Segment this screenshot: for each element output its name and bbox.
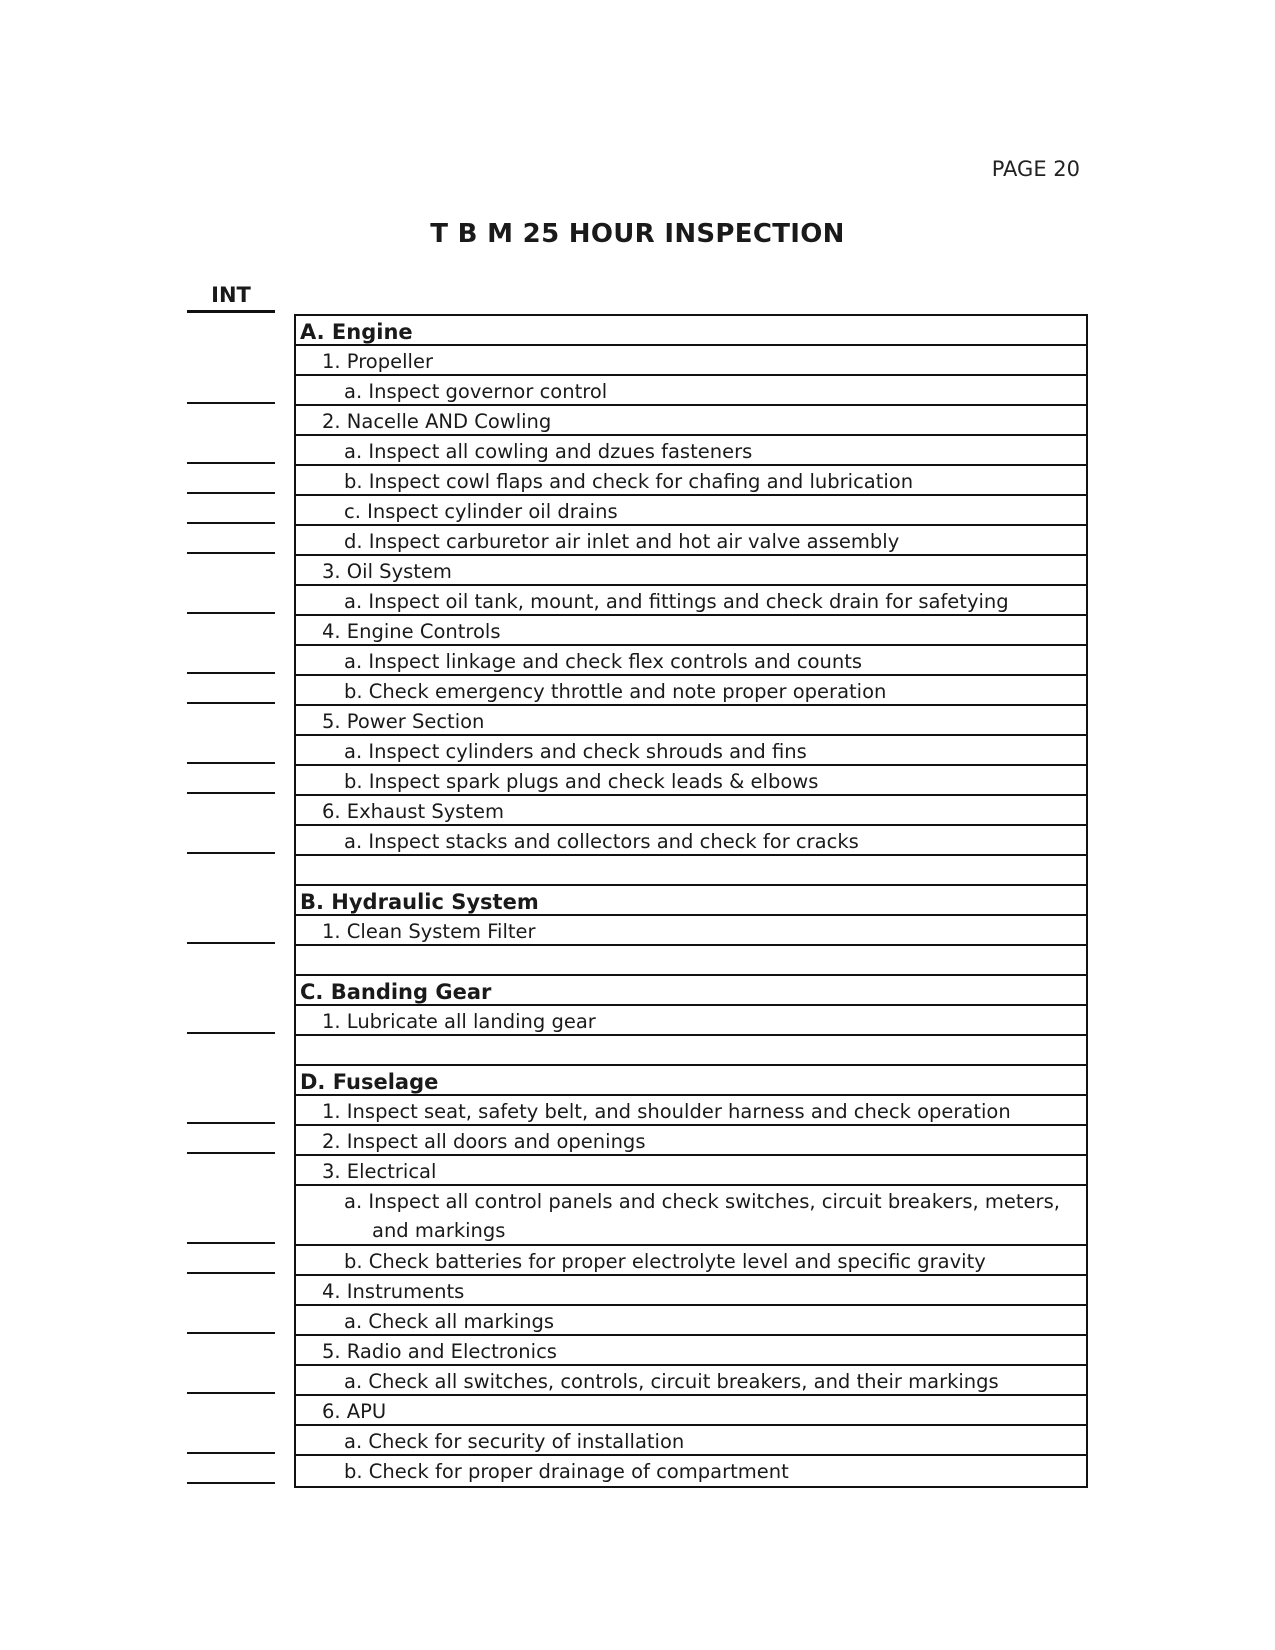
int-initial-line[interactable] — [187, 1032, 275, 1034]
int-initial-line[interactable] — [187, 1122, 275, 1124]
int-initial-line[interactable] — [187, 462, 275, 464]
int-initial-line[interactable] — [187, 1332, 275, 1334]
checklist-item-label: 6. Exhaust System — [322, 800, 505, 823]
checklist-item-row — [296, 676, 1086, 706]
checklist-item-label: 1. Clean System Filter — [322, 920, 536, 943]
int-initial-line[interactable] — [187, 942, 275, 944]
checklist-item-label: b. Check for proper drainage of compartment — [344, 1460, 789, 1483]
int-initial-line[interactable] — [187, 612, 275, 614]
checklist-item-label: a. Check all markings — [344, 1310, 555, 1333]
checklist-item-row — [296, 1126, 1086, 1156]
section-heading-row — [296, 1066, 1086, 1096]
checklist-item-label: 1. Inspect seat, safety belt, and shoulder harness and check operation — [322, 1100, 1011, 1123]
checklist-item-label: 4. Instruments — [322, 1280, 465, 1303]
int-initial-line[interactable] — [187, 1482, 275, 1484]
checklist-item-row — [296, 526, 1086, 556]
checklist-item-label: 4. Engine Controls — [322, 620, 501, 643]
int-initial-line[interactable] — [187, 1272, 275, 1274]
spacer-row — [296, 946, 1086, 976]
page-number: PAGE 20 — [991, 157, 1080, 181]
checklist-item-label: a. Inspect stacks and collectors and check for cracks — [344, 830, 859, 853]
section-heading: B. Hydraulic System — [300, 890, 539, 914]
checklist-item-label: 3. Oil System — [322, 560, 452, 583]
inspection-checklist-table — [294, 314, 1088, 1488]
int-initial-line[interactable] — [187, 1152, 275, 1154]
checklist-item-label: a. Inspect all cowling and dzues fasteners — [344, 440, 753, 463]
spacer-row — [296, 856, 1086, 886]
int-initial-line[interactable] — [187, 672, 275, 674]
checklist-item-label: a. Inspect linkage and check flex controls and counts — [344, 650, 863, 673]
checklist-item-row — [296, 1426, 1086, 1456]
int-initial-line[interactable] — [187, 702, 275, 704]
section-heading: D. Fuselage — [300, 1070, 439, 1094]
checklist-item-row — [296, 706, 1086, 736]
checklist-item-label: 2. Inspect all doors and openings — [322, 1130, 646, 1153]
checklist-item-row — [296, 916, 1086, 946]
checklist-item-label: 5. Power Section — [322, 710, 485, 733]
checklist-item-label: 1. Lubricate all landing gear — [322, 1010, 596, 1033]
checklist-item-row — [296, 1306, 1086, 1336]
int-initial-line[interactable] — [187, 1242, 275, 1244]
checklist-item-row — [296, 826, 1086, 856]
checklist-item-label: b. Inspect spark plugs and check leads & elbows — [344, 770, 819, 793]
checklist-item-label: 3. Electrical — [322, 1160, 437, 1183]
checklist-item-row — [296, 556, 1086, 586]
checklist-item-row — [296, 376, 1086, 406]
int-initial-line[interactable] — [187, 1392, 275, 1394]
checklist-item-row — [296, 1276, 1086, 1306]
checklist-item-row — [296, 616, 1086, 646]
checklist-item-row — [296, 1186, 1086, 1246]
checklist-item-label: a. Inspect governor control — [344, 380, 608, 403]
checklist-item-row — [296, 436, 1086, 466]
checklist-item-row — [296, 796, 1086, 826]
section-heading-row — [296, 976, 1086, 1006]
checklist-item-row — [296, 736, 1086, 766]
document-title: T B M 25 HOUR INSPECTION — [430, 219, 845, 249]
checklist-item-row — [296, 586, 1086, 616]
int-initial-line[interactable] — [187, 852, 275, 854]
checklist-item-row — [296, 646, 1086, 676]
int-initial-line[interactable] — [187, 552, 275, 554]
int-initial-line[interactable] — [187, 762, 275, 764]
checklist-item-label: c. Inspect cylinder oil drains — [344, 500, 618, 523]
checklist-item-row — [296, 1246, 1086, 1276]
int-initial-line[interactable] — [187, 792, 275, 794]
checklist-item-label: 1. Propeller — [322, 350, 433, 373]
checklist-item-row — [296, 1396, 1086, 1426]
checklist-item-label: b. Check emergency throttle and note proper operation — [344, 680, 887, 703]
checklist-item-row — [296, 466, 1086, 496]
int-initial-line[interactable] — [187, 402, 275, 404]
int-column-header: INT — [187, 283, 275, 313]
section-heading-row — [296, 886, 1086, 916]
checklist-item-label: a. Check for security of installation — [344, 1430, 685, 1453]
spacer-row — [296, 1036, 1086, 1066]
checklist-item-row — [296, 766, 1086, 796]
checklist-item-row — [296, 1336, 1086, 1366]
section-heading-row — [296, 316, 1086, 346]
section-heading: A. Engine — [300, 320, 413, 344]
checklist-item-row — [296, 1096, 1086, 1126]
checklist-item-row — [296, 1366, 1086, 1396]
checklist-item-row — [296, 1456, 1086, 1486]
checklist-item-label: a. Inspect oil tank, mount, and fittings and check drain for safetying — [344, 590, 1009, 613]
checklist-item-label: b. Inspect cowl flaps and check for chafing and lubrication — [344, 470, 914, 493]
checklist-item-label: b. Check batteries for proper electrolyte level and specific gravity — [344, 1250, 986, 1273]
checklist-item-label: a. Inspect cylinders and check shrouds and fins — [344, 740, 807, 763]
checklist-item-row — [296, 496, 1086, 526]
int-initial-line[interactable] — [187, 1452, 275, 1454]
int-initial-line[interactable] — [187, 492, 275, 494]
section-heading: C. Banding Gear — [300, 980, 492, 1004]
checklist-item-label: 2. Nacelle AND Cowling — [322, 410, 552, 433]
checklist-item-row — [296, 406, 1086, 436]
checklist-item-label: a. Check all switches, controls, circuit breakers, and their markings — [344, 1370, 999, 1393]
checklist-item-label: 5. Radio and Electronics — [322, 1340, 557, 1363]
checklist-item-row — [296, 346, 1086, 376]
checklist-item-label: d. Inspect carburetor air inlet and hot air valve assembly — [344, 530, 900, 553]
checklist-item-label: a. Inspect all control panels and check switches, circuit breakers, meters, and markings — [344, 1190, 1060, 1242]
int-initial-line[interactable] — [187, 522, 275, 524]
checklist-item-row — [296, 1156, 1086, 1186]
checklist-item-label: 6. APU — [322, 1400, 387, 1423]
checklist-item-row — [296, 1006, 1086, 1036]
